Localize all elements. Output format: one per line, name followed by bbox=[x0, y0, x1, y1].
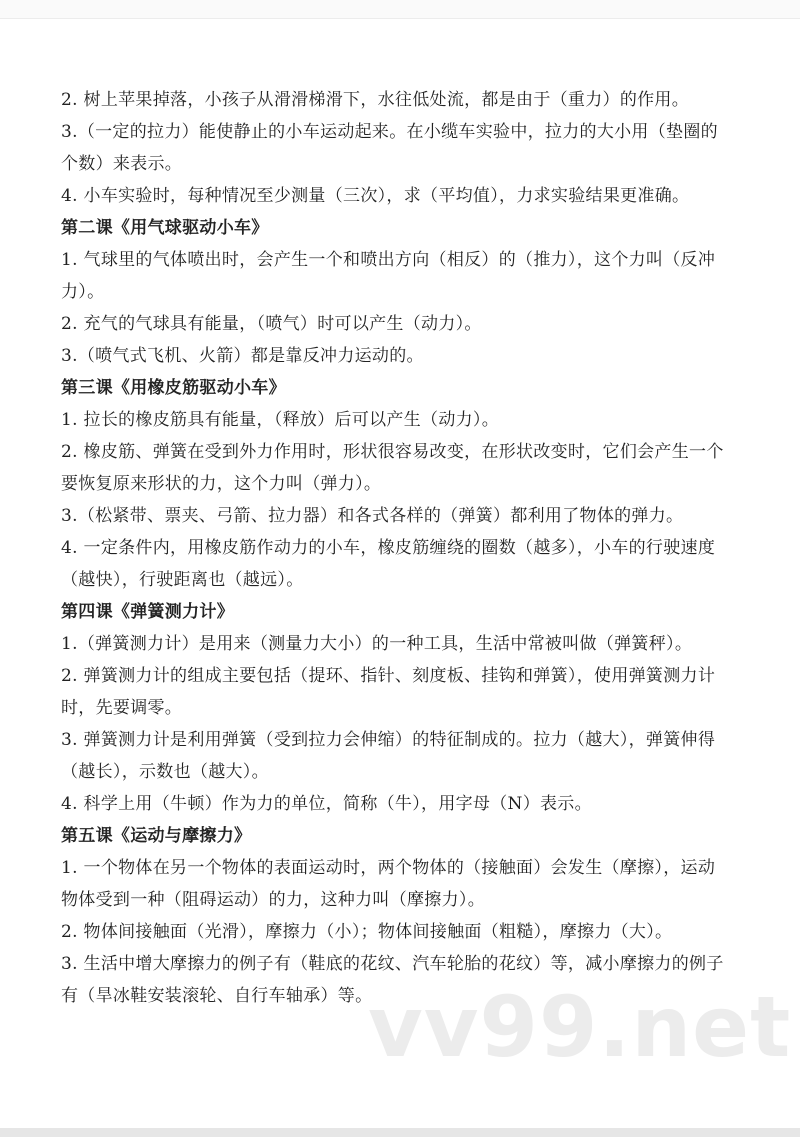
text-line: 物体受到一种（阻碍运动）的力，这种力叫（摩擦力）。 bbox=[61, 890, 485, 910]
knowledge-point bbox=[61, 308, 741, 340]
knowledge-point bbox=[61, 852, 741, 916]
knowledge-point bbox=[61, 500, 741, 532]
lesson-section bbox=[61, 596, 741, 820]
text-line: 3.（松紧带、票夹、弓箭、拉力器）和各式各样的（弹簧）都利用了物体的弹力。 bbox=[61, 506, 684, 526]
text-line: 有（旱冰鞋安装滚轮、自行车轴承）等。 bbox=[61, 986, 373, 1006]
text-line: 4. 一定条件内，用橡皮筋作动力的小车，橡皮筋缠绕的圈数（越多），小车的行驶速度 bbox=[61, 538, 716, 558]
lesson-heading: 第五课《运动与摩擦力》 bbox=[61, 826, 252, 846]
lesson-section bbox=[61, 212, 741, 372]
text-line: 4. 小车实验时，每种情况至少测量（三次），求（平均值），力求实验结果更准确。 bbox=[61, 186, 690, 206]
knowledge-point bbox=[61, 244, 741, 308]
text-line: 1.（弹簧测力计）是用来（测量力大小）的一种工具，生活中常被叫做（弹簧秤）。 bbox=[61, 634, 693, 654]
knowledge-point bbox=[61, 724, 741, 788]
document-body bbox=[61, 84, 741, 1012]
text-line: 1. 拉长的橡皮筋具有能量，（释放）后可以产生（动力）。 bbox=[61, 410, 500, 430]
text-line: 2. 充气的气球具有能量，（喷气）时可以产生（动力）。 bbox=[61, 314, 482, 334]
text-line: 3.（一定的拉力）能使静止的小车运动起来。在小缆车实验中，拉力的大小用（垫圈的 bbox=[61, 122, 718, 142]
page-top-edge bbox=[0, 0, 800, 19]
text-line: （越长），示数也（越大）。 bbox=[61, 762, 269, 782]
text-line: 2. 橡皮筋、弹簧在受到外力作用时，形状很容易改变，在形状改变时，它们会产生一个 bbox=[61, 442, 724, 462]
knowledge-point bbox=[61, 84, 741, 116]
lesson-section bbox=[61, 84, 741, 212]
text-line: 个数）来表示。 bbox=[61, 154, 183, 174]
text-line: 1. 一个物体在另一个物体的表面运动时，两个物体的（接触面）会发生（摩擦），运动 bbox=[61, 858, 716, 878]
lesson-section bbox=[61, 372, 741, 596]
page-bottom-edge bbox=[0, 1128, 800, 1137]
text-line: 2. 物体间接触面（光滑），摩擦力（小）；物体间接触面（粗糙），摩擦力（大）。 bbox=[61, 922, 673, 942]
text-line: 3. 弹簧测力计是利用弹簧（受到拉力会伸缩）的特征制成的。拉力（越大），弹簧伸得 bbox=[61, 730, 716, 750]
text-line: 4. 科学上用（牛顿）作为力的单位，简称（牛），用字母（N）表示。 bbox=[61, 794, 592, 814]
knowledge-point bbox=[61, 532, 741, 596]
knowledge-point bbox=[61, 788, 741, 820]
text-line: （越快），行驶距离也（越远）。 bbox=[61, 570, 304, 590]
text-line: 3. 生活中增大摩擦力的例子有（鞋底的花纹、汽车轮胎的花纹）等，减小摩擦力的例子 bbox=[61, 954, 724, 974]
knowledge-point bbox=[61, 628, 741, 660]
knowledge-point bbox=[61, 340, 741, 372]
text-line: 2. 树上苹果掉落，小孩子从滑滑梯滑下，水往低处流，都是由于（重力）的作用。 bbox=[61, 90, 690, 110]
text-line: 1. 气球里的气体喷出时，会产生一个和喷出方向（相反）的（推力），这个力叫（反冲 bbox=[61, 250, 716, 270]
lesson-heading: 第二课《用气球驱动小车》 bbox=[61, 218, 269, 238]
knowledge-point bbox=[61, 116, 741, 180]
knowledge-point bbox=[61, 660, 741, 724]
text-line: 2. 弹簧测力计的组成主要包括（提环、指针、刻度板、挂钩和弹簧），使用弹簧测力计 bbox=[61, 666, 716, 686]
lesson-heading: 第三课《用橡皮筋驱动小车》 bbox=[61, 378, 286, 398]
text-line: 3.（喷气式飞机、火箭）都是靠反冲力运动的。 bbox=[61, 346, 424, 366]
text-line: 要恢复原来形状的力，这个力叫（弹力）。 bbox=[61, 474, 382, 494]
knowledge-point bbox=[61, 404, 741, 436]
knowledge-point bbox=[61, 916, 741, 948]
text-line: 力）。 bbox=[61, 282, 105, 302]
knowledge-point bbox=[61, 180, 741, 212]
knowledge-point bbox=[61, 436, 741, 500]
lesson-heading: 第四课《弹簧测力计》 bbox=[61, 602, 234, 622]
text-line: 时，先要调零。 bbox=[61, 698, 183, 718]
watermark: vv99.net bbox=[368, 978, 792, 1076]
